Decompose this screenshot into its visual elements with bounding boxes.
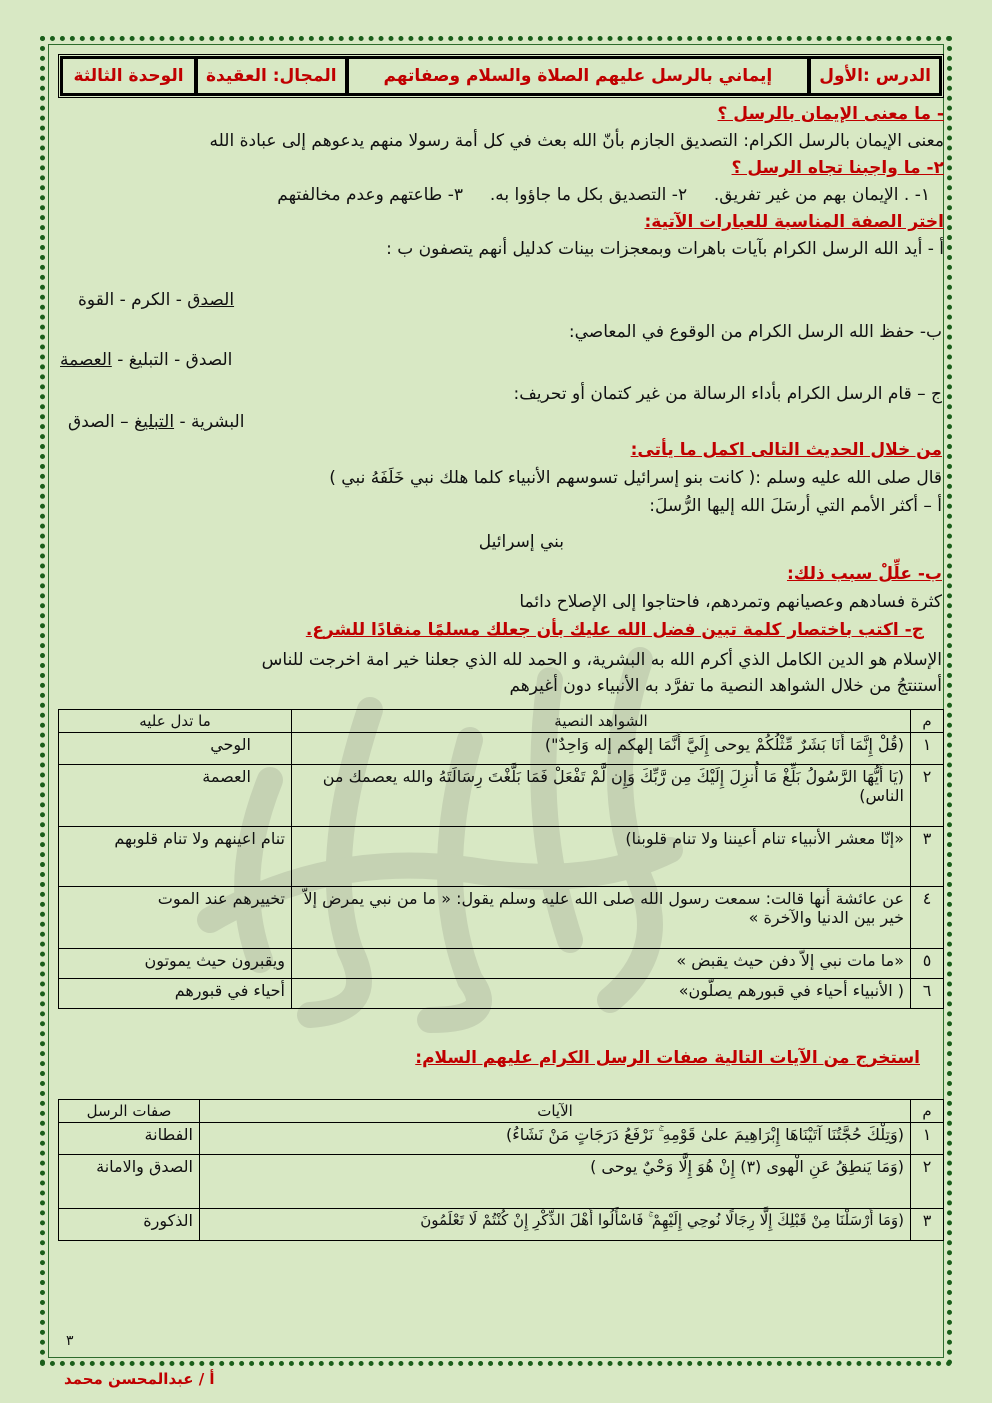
lesson-label: الدرس :الأول xyxy=(809,57,941,95)
trait-answer: الصدق والامانة xyxy=(59,1155,200,1209)
verse-text: (وَتِلْكَ حُجَّتُنَا آتَيْنَاهَا إِبْرَاهِيمَ علىٰ قَوْمِهِ ۚ نَرْفَعُ دَرَجَاتٍ مَنْ نَشَاءُ) xyxy=(200,1123,911,1155)
traits-header-row xyxy=(59,1100,944,1123)
author-credit: أ / عبدالمحسن محمد xyxy=(64,1370,215,1388)
evidence-table xyxy=(58,709,944,1009)
options-c xyxy=(68,412,244,432)
hadith-heading: من خلال الحديث التالى اكمل ما يأتى: xyxy=(630,440,942,460)
lesson-title: إيماني بالرسل عليهم الصلاة والسلام وصفاتهم xyxy=(347,57,810,95)
row-number: ١ xyxy=(911,733,944,765)
evidence-text: (قُلْ إِنَّمَا أَنَا بَشَرٌ مِّثْلُكُمْ يوحى إِلَيَّ أَنَّمَا إلهكم إله وَاحِدٌ") xyxy=(292,733,911,765)
col-verses-header: الآيات xyxy=(200,1100,911,1123)
table-row xyxy=(59,1155,944,1209)
table-row xyxy=(59,1209,944,1241)
option-c-first: البشرية - xyxy=(174,412,245,432)
extract-heading: استخرج من الآيات التالية صفات الرسل الكرام عليهم السلام: xyxy=(415,1048,920,1068)
duties-list xyxy=(58,182,944,209)
evidence-text: «ما مات نبي إلاّ دفن حيث يقبض » xyxy=(292,949,911,979)
evidence-meaning: ويقبرون حيث يموتون xyxy=(59,949,292,979)
hadith-question-b: ب- علِّلْ سبب ذلك: xyxy=(786,564,942,584)
duty-3: ٣- طاعتهم وعدم مخالفتهم xyxy=(277,185,463,205)
evidence-meaning: تنام اعينهم ولا تنام قلوبهم xyxy=(59,827,292,887)
evidence-text: عن عائشة أنها قالت: سمعت رسول الله صلى الله عليه وسلم يقول: « ما من نبي يمرض إلاّ خير بين الدنيا والآخرة » xyxy=(292,887,911,949)
traits-table xyxy=(58,1099,944,1241)
statement-c: ج – قام الرسل الكرام بأداء الرسالة من غير كتمان أو تحريف: xyxy=(513,384,942,404)
col-number-header: م xyxy=(911,710,944,733)
table-row xyxy=(59,765,944,827)
evidence-meaning: الوحي xyxy=(59,733,292,765)
col-evidence-header: الشواهد النصية xyxy=(292,710,911,733)
choose-heading: اختر الصفة المناسبة للعبارات الآتية: xyxy=(644,212,944,232)
evidence-text: (يَا أَيُّهَا الرَّسُولُ بَلِّغْ مَا أُنزِلَ إِلَيْكَ مِن رَّبِّكَ وَإِن لَّمْ تَفْعَلْ فَمَا بَلَّغْتَ رِسَالَتَهُ والله يعصمك من الناس) xyxy=(292,765,911,827)
option-c-last: – الصدق xyxy=(68,412,135,432)
col-number-header: م xyxy=(911,1100,944,1123)
lesson-header-table xyxy=(58,54,944,98)
col-meaning-header: ما تدل عليه xyxy=(59,710,292,733)
table-row xyxy=(59,979,944,1009)
row-number: ٤ xyxy=(911,887,944,949)
evidence-meaning: تخييرهم عند الموت xyxy=(59,887,292,949)
hadith-answer-a: بني إسرائيل xyxy=(478,532,564,552)
options-b xyxy=(60,350,232,370)
row-number: ٦ xyxy=(911,979,944,1009)
document-content xyxy=(58,54,944,1230)
option-a-rest: - الكرم - القوة xyxy=(78,290,188,310)
table-row xyxy=(59,949,944,979)
row-number: ٣ xyxy=(911,1209,944,1241)
trait-answer: الفطانة xyxy=(59,1123,200,1155)
evidence-meaning: أحياء في قبورهم xyxy=(59,979,292,1009)
page-number: ٣ xyxy=(66,1333,74,1349)
option-c-selected: التبليغ xyxy=(134,412,175,432)
row-number: ٢ xyxy=(911,1155,944,1209)
row-number: ١ xyxy=(911,1123,944,1155)
row-number: ٢ xyxy=(911,765,944,827)
evidence-header-row xyxy=(59,710,944,733)
row-number: ٣ xyxy=(911,827,944,887)
question-2: ٢- ما واجبنا تجاه الرسل ؟ xyxy=(731,158,944,178)
hadith-text: قال صلى الله عليه وسلم :( كانت بنو إسرائيل تسوسهم الأنبياء كلما هلك نبي خَلَفَهُ نبي ) xyxy=(329,468,942,488)
options-a xyxy=(78,290,234,310)
col-traits-header: صفات الرسل xyxy=(59,1100,200,1123)
evidence-text: «إنّا معشر الأنبياء تنام أعيننا ولا تنام قلوبنا) xyxy=(292,827,911,887)
evidence-text: ( الأنبياء أحياء في قبورهم يصلّون» xyxy=(292,979,911,1009)
trait-answer: الذكورة xyxy=(59,1209,200,1241)
evidence-meaning: العصمة xyxy=(59,765,292,827)
row-number: ٥ xyxy=(911,949,944,979)
table-row xyxy=(59,733,944,765)
option-b-selected: العصمة xyxy=(60,350,112,370)
verse-text: (وَمَا أَرْسَلْنَا مِنْ قَبْلِكَ إِلَّا رِجَالًا نُوحِي إِلَيْهِمْ ۚ فَاسْأَلُوا أَهْلَ الذِّكْرِ إِنْ كُنْتُمْ لَا تَعْلَمُونَ xyxy=(200,1209,911,1241)
hadith-answer-c: الإسلام هو الدين الكامل الذي أكرم الله به البشرية، و الحمد لله الذي جعلنا خير امة اخرجت للناس xyxy=(261,650,942,670)
hadith-answer-b: كثرة فسادهم وعصيانهم وتمردهم، فاحتاجوا إلى الإصلاح دائما xyxy=(519,592,942,612)
option-b-rest: الصدق - التبليغ - xyxy=(111,350,233,370)
table-row xyxy=(59,827,944,887)
statement-a: أ - أيد الله الرسل الكرام بآيات باهرات وبمعجزات بينات كدليل أنهم يتصفون ب : xyxy=(386,239,944,259)
question-1: - ما معنى الإيمان بالرسل ؟ xyxy=(717,104,944,124)
duty-1: ١- . الإيمان بهم من غير تفريق. xyxy=(713,185,930,205)
table-row xyxy=(59,1123,944,1155)
answer-1: معنى الإيمان بالرسل الكرام: التصديق الجازم بأنّ الله بعث في كل أمة رسولا منهم يدعوهم إلى عبادة الله xyxy=(209,131,944,151)
hadith-question-a: أ – أكثر الأمم التي أرسَلَ الله إليها الرُّسلَ: xyxy=(649,496,942,516)
verse-text: (وَمَا يَنطِقُ عَنِ الْهوى (٣) إِنْ هُوَ إِلَّا وَحْيٌ يوحى ) xyxy=(200,1155,911,1209)
evidence-intro: أستنتجُ من خلال الشواهد النصية ما تفرَّد به الأنبياء دون أغيرهم xyxy=(509,676,942,696)
hadith-question-c: ج- اكتب باختصار كلمة تبين فضل الله عليك بأن جعلك مسلمًا منقادًا للشرع. xyxy=(305,620,924,640)
table-row xyxy=(59,887,944,949)
domain-label: المجال: العقيدة xyxy=(196,57,347,95)
unit-label: الوحدة الثالثة xyxy=(61,57,196,95)
duty-2: ٢- التصديق بكل ما جاؤوا به. xyxy=(489,185,688,205)
option-a-selected: الصدق xyxy=(187,290,235,310)
statement-b: ب- حفظ الله الرسل الكرام من الوقوع في المعاصي: xyxy=(568,322,942,342)
